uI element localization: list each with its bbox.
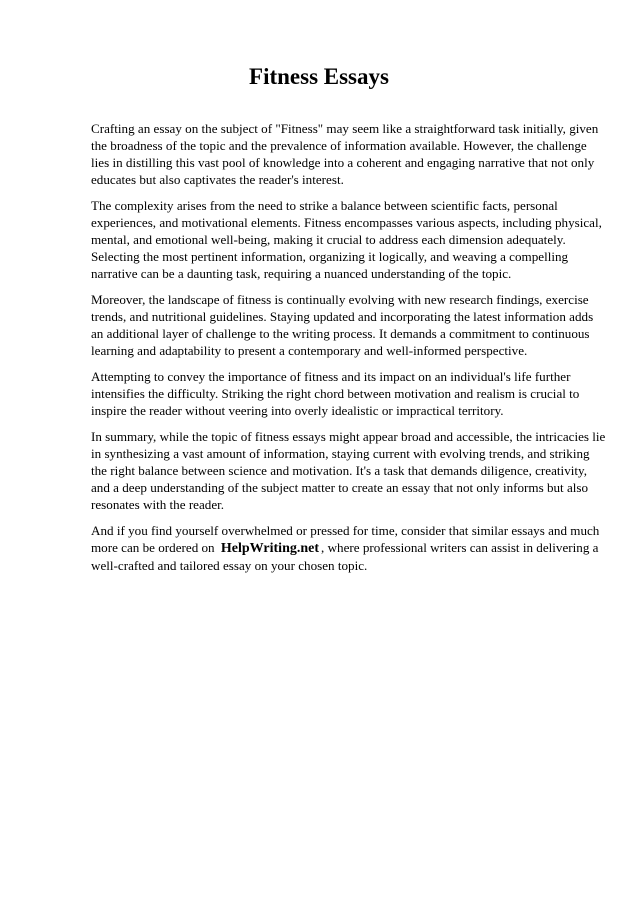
- paragraph-2: The complexity arises from the need to strike a balance between scientific facts, personal experiences, and motivational elements. Fitness encompasses various aspects, including physical, mental, and emotional well-being, making it crucial to address each dimension adequately. Selecting the most pertinent information, organizing it logically, and weaving a compelling narrative can be a daunting task, requiring a nuanced understanding of the topic.: [91, 198, 602, 281]
- closing-paragraph: [91, 522, 606, 574]
- closing-text-after-link: , where professional writers can assist in delivering a well-crafted and tailored essay on your chosen topic.: [91, 540, 599, 573]
- paragraph-1: Crafting an essay on the subject of "Fitness" may seem like a straightforward task initially, given the broadness of the topic and the prevalence of information available. However, the challenge lies in distilling this vast pool of knowledge into a coherent and engaging narrative that not only educates but also captivates the reader's interest.: [91, 121, 599, 187]
- helpwriting-link[interactable]: HelpWriting.net: [220, 541, 320, 556]
- document-body: [91, 120, 606, 583]
- paragraph-5: In summary, while the topic of fitness essays might appear broad and accessible, the intricacies lie in synthesizing a vast amount of information, staying current with evolving trends, and striking the right balance between science and motivation. It's a task that demands diligence, creativity, and a deep understanding of the subject matter to create an essay that not only informs but also resonates with the reader.: [91, 429, 606, 512]
- paragraph-3: Moreover, the landscape of fitness is continually evolving with new research findings, exercise trends, and nutritional guidelines. Staying updated and incorporating the latest information adds an additional layer of challenge to the writing process. It demands a commitment to continuous learning and adaptability to present a contemporary and well-informed perspective.: [91, 292, 594, 358]
- closing-text-before-link: And if you find yourself overwhelmed or pressed for time, consider that similar essays and much more can be ordered on: [91, 523, 600, 555]
- document-title: Fitness Essays: [249, 64, 389, 89]
- paragraph-4: Attempting to convey the importance of fitness and its impact on an individual's life further intensifies the difficulty. Striking the right chord between motivation and realism is crucial to inspire the reader without veering into overly idealistic or impractical territory.: [91, 369, 580, 418]
